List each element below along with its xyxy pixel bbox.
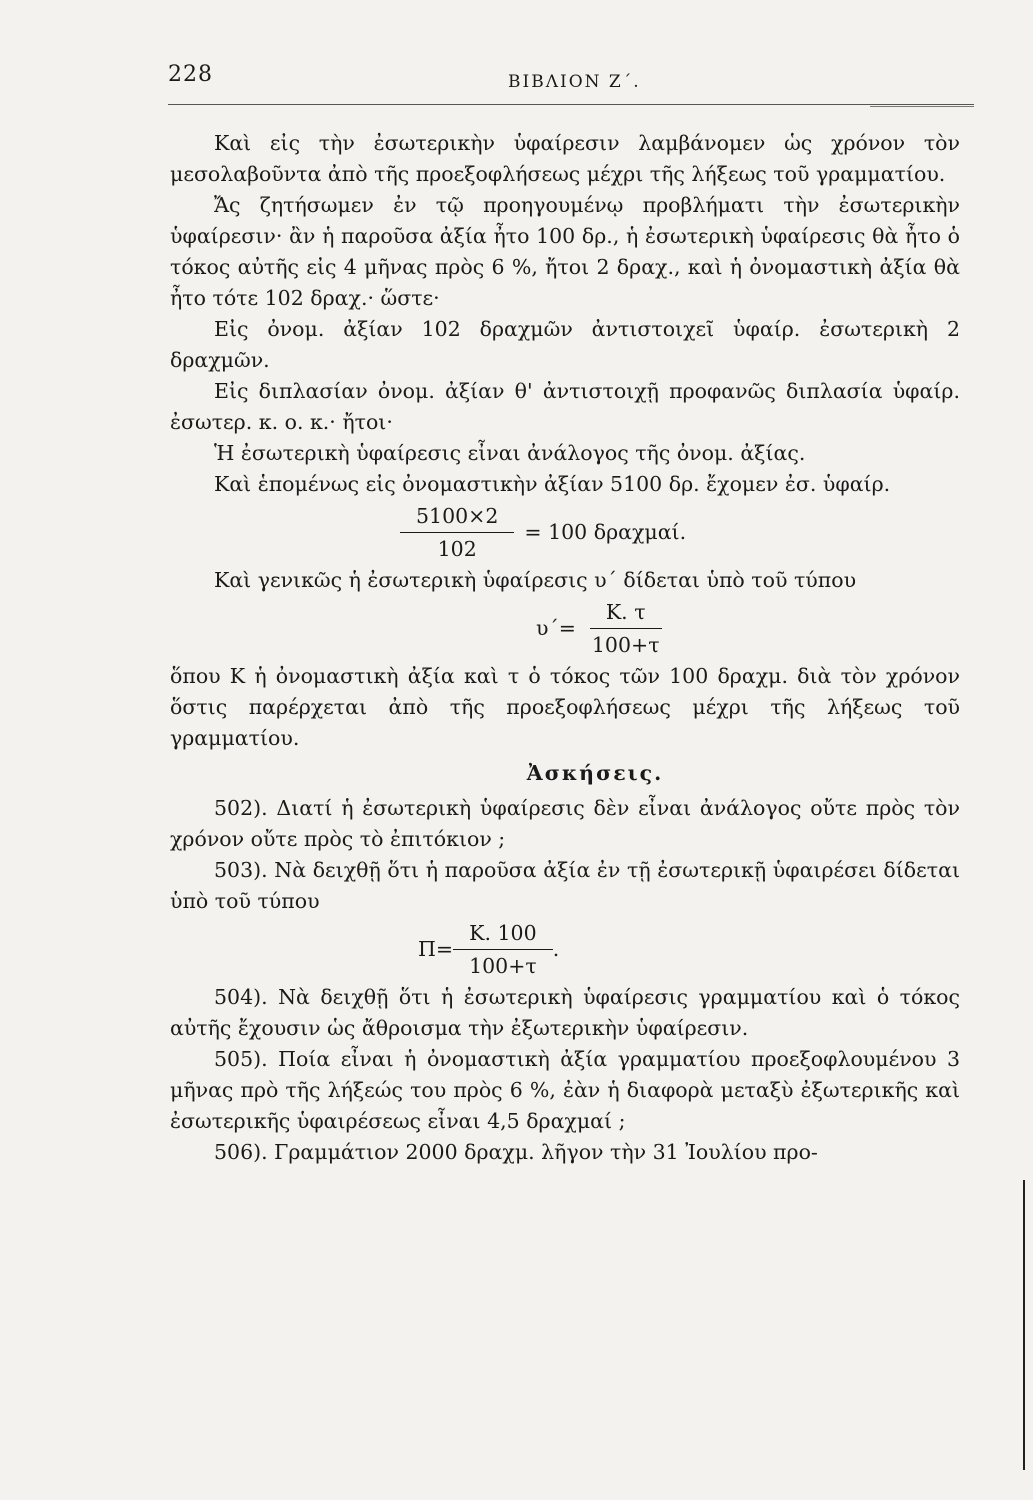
paragraph: ὅπου K ἡ ὀνομαστικὴ ἀξία καὶ τ ὁ τόκος τῶν 100 δραχμ. διὰ τὸν χρόνον ὅστις παρέρχεται ἀπὸ τῆς προεξοφλήσεως μέχρι τῆς λήξεως τοῦ γραμματίου.	[170, 664, 960, 750]
exercise-506: 506). Γραμμάτιον 2000 δραχμ. λῆγον τὴν 31 Ἰουλίου προ-	[214, 1140, 818, 1164]
fraction	[400, 502, 514, 563]
exercise-502: 502). Διατί ἡ ἐσωτερικὴ ὑφαίρεσις δὲν εἶναι ἀνάλογος οὔτε πρὸς τὸν χρόνον οὔτε πρὸς τὸ ἐπιτόκιον ;	[170, 796, 960, 851]
formula-lhs: Π=	[418, 937, 454, 961]
fraction	[576, 598, 676, 659]
exercise-505: 505). Ποία εἶναι ἡ ὀνομαστικὴ ἀξία γραμματίου προεξοφλουμένου 3 μῆνας πρὸ τῆς λήξεώς του πρὸς 6 %, ἐὰν ἡ διαφορὰ μεταξὺ ἐξωτερικῆς καὶ ἐσωτερικῆς ὑφαιρέσεως εἶναι 4,5 δραχμαί ;	[170, 1047, 960, 1133]
header-rule-extension	[870, 106, 974, 107]
page-number: 228	[168, 62, 213, 87]
header-rule	[168, 104, 974, 105]
paragraph: Εἰς διπλασίαν ὀνομ. ἀξίαν θ' ἀντιστοιχῇ προφανῶς διπλασία ὑφαίρ. ἐσωτερ. κ. ο. κ.· ἤτοι·	[170, 379, 960, 434]
fraction-numerator: K. τ	[590, 598, 662, 629]
formula-internal-discount	[536, 598, 960, 659]
formula-present-value	[418, 919, 960, 980]
page-edge-shadow	[1023, 1180, 1025, 1470]
running-title: ΒΙΒΛΙΟΝ Ζ΄.	[508, 72, 641, 92]
formula-period: .	[552, 937, 560, 961]
exercises-title: Ἀσκήσεις.	[526, 761, 664, 785]
exercise-503: 503). Νὰ δειχθῇ ὅτι ἡ παροῦσα ἀξία ἐν τῇ ἐσωτερικῇ ὑφαιρέσει δίδεται ὑπὸ τοῦ τύπου	[170, 858, 960, 913]
page-header	[168, 62, 978, 102]
exercise-504: 504). Νὰ δειχθῇ ὅτι ἡ ἐσωτερικὴ ὑφαίρεσις γραμματίου καὶ ὁ τόκος αὐτῆς ἔχουσιν ὡς ἄθροισμα τὴν ἐξωτερικὴν ὑφαίρεσιν.	[170, 985, 960, 1040]
fraction-denominator: 100+τ	[591, 633, 660, 657]
fraction-denominator: 102	[437, 537, 477, 561]
formula-5100-ratio	[400, 502, 960, 563]
paragraph: Ἄς ζητήσωμεν ἐν τῷ προηγουμένῳ προβλήματι τὴν ἐσωτερικὴν ὑφαίρεσιν· ἂν ἡ παροῦσα ἀξία ἦτο 100 δρ., ἡ ἐσωτερικὴ ὑφαίρεσις θὰ ἦτο ὁ τόκος αὐτῆς εἰς 4 μῆνας πρὸς 6 %, ἤτοι 2 δραχ., καὶ ἡ ὀνομαστικὴ ἀξία θὰ ἦτο τότε 102 δραχ.· ὥστε·	[170, 193, 960, 310]
fraction-numerator: 5100×2	[400, 502, 514, 533]
fraction	[453, 919, 553, 980]
paragraph: Καὶ ἑπομένως εἰς ὀνομαστικὴν ἀξίαν 5100 δρ. ἔχομεν ἐσ. ὑφαίρ.	[214, 472, 891, 496]
paragraph: Εἰς ὀνομ. ἀξίαν 102 δραχμῶν ἀντιστοιχεῖ ὑφαίρ. ἐσωτερικὴ 2 δραχμῶν.	[170, 317, 960, 372]
fraction-numerator: K. 100	[453, 919, 552, 950]
paragraph: Ἡ ἐσωτερικὴ ὑφαίρεσις εἶναι ἀνάλογος τῆς ὀνομ. ἀξίας.	[214, 441, 806, 465]
paragraph: Καὶ εἰς τὴν ἐσωτερικὴν ὑφαίρεσιν λαμβάνομεν ὡς χρόνον τὸν μεσολαβοῦντα ἀπὸ τῆς προεξοφλήσεως μέχρι τῆς λήξεως τοῦ γραμματίου.	[170, 131, 960, 186]
body-text	[170, 128, 960, 1168]
paragraph: Καὶ γενικῶς ἡ ἐσωτερικὴ ὑφαίρεσις υ΄ δίδεται ὑπὸ τοῦ τύπου	[214, 568, 857, 592]
fraction-denominator: 100+τ	[469, 954, 537, 978]
formula-lhs: υ΄=	[536, 616, 576, 640]
formula-result: = 100 δραχμαί.	[524, 520, 687, 544]
